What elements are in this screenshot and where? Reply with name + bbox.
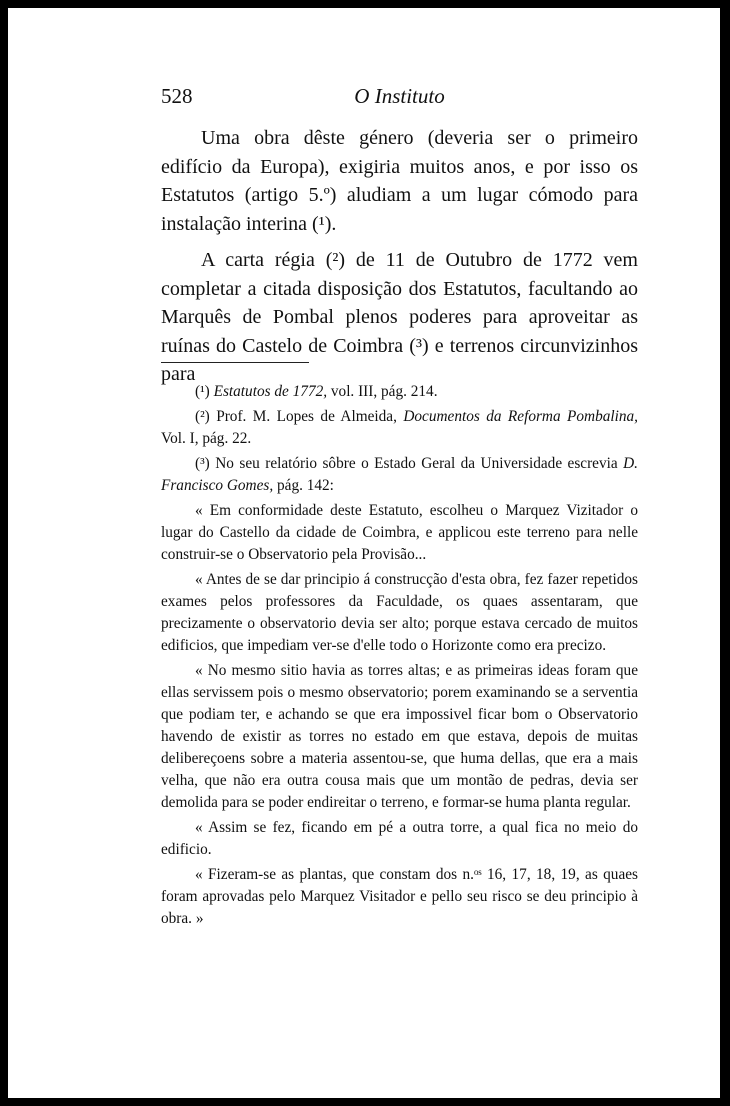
body-paragraph: A carta régia (²) de 11 de Outubro de 1772 vem completar a citada disposição dos Estatutos, facultando ao Marquês de Pombal plenos poderes para aproveitar as ruínas do Castelo de Coimbra (³) e terrenos circunvizinhos para bbox=[161, 249, 638, 385]
page-header bbox=[161, 84, 638, 114]
body-paragraph: Uma obra dêste género (deveria ser o primeiro edifício da Europa), exigiria muitos anos, e por isso os Estatutos (artigo 5.º) aludiam a um lugar cómodo para instalação interina (¹). bbox=[161, 127, 638, 235]
footnote-2 bbox=[161, 406, 638, 450]
footnote-text: Vol. I, pág. 22. bbox=[161, 430, 252, 447]
footnote-marker: (²) bbox=[195, 408, 210, 425]
footnote-text: pág. 142: bbox=[277, 477, 334, 494]
footnote-marker: (¹) bbox=[195, 383, 210, 400]
footnote-quote: « Antes de se dar principio á construcção d'esta obra, fez fazer repetidos exames pelos professores da Faculdade, os quaes assentaram, que precizamente o observatorio devia ser alto; porque estava cercado de muitos edificios, que impediam ver-se d'elle todo o Horizonte como era precizo. bbox=[161, 571, 638, 654]
footnote-separator bbox=[161, 362, 309, 363]
footnote-quote: « Assim se fez, ficando em pé a outra torre, a qual fica no meio do edificio. bbox=[161, 819, 638, 858]
main-text bbox=[161, 124, 638, 397]
footnote-quote: « Fizeram-se as plantas, que constam dos n.ᵒˢ 16, 17, 18, 19, as quaes foram aprovadas pelo Marquez Visitador e pello seu risco se deu principio à obra. » bbox=[161, 866, 638, 927]
footnote-marker: (³) bbox=[195, 455, 210, 472]
running-title: O Instituto bbox=[354, 84, 445, 108]
page-number: 528 bbox=[161, 84, 193, 108]
book-page bbox=[8, 8, 720, 1098]
footnote-author: Prof. M. Lopes de Almeida, bbox=[216, 408, 397, 425]
footnote-text: vol. III, pág. 214. bbox=[330, 383, 438, 400]
footnote-1 bbox=[161, 381, 638, 403]
footnote-text: No seu relatório sôbre o Estado Geral da Universidade escrevia bbox=[215, 455, 618, 472]
footnote-3 bbox=[161, 453, 638, 497]
footnote-quote: « No mesmo sitio havia as torres altas; e as primeiras ideas foram que ellas servissem pois o mesmo observatorio; porem examinando se a serventia que podiam ter, e achando se que era impossivel ficar bom o Observatorio havendo de existir as torres no estado em que estava, depois de muitas delibereçoens sobre a materia assentou-se, que huma dellas, que era a mais velha, que não era outra cousa mais que um montão de pedras, devia ser demolida para se poder endireitar o terreno, e formar-se huma planta regular. bbox=[161, 662, 638, 811]
footnote-title: Estatutos de 1772, bbox=[213, 383, 328, 400]
footnote-name: D. Francisco Gomes, bbox=[161, 455, 638, 494]
footnote-title: Documentos da Reforma Pombalina, bbox=[403, 408, 638, 425]
footnote-quote: « Em conformidade deste Estatuto, escolheu o Marquez Vizitador o lugar do Castello da cidade de Coimbra, e applicou este terreno para nelle construir-se o Observatorio pela Provisão... bbox=[161, 502, 638, 563]
footnotes bbox=[161, 381, 638, 933]
